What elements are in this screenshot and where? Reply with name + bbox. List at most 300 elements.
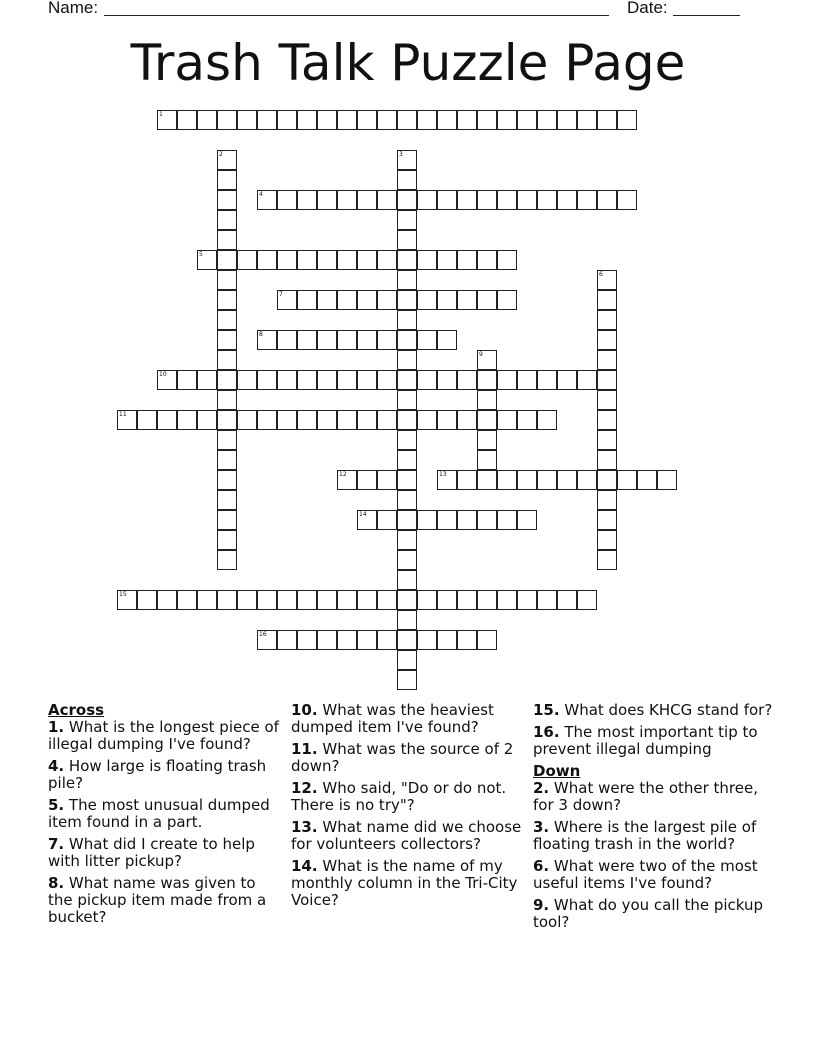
cell-number: 11 xyxy=(119,411,127,418)
cell-number: 7 xyxy=(279,291,283,298)
date-label: Date: xyxy=(627,0,668,17)
crossword-cell[interactable] xyxy=(197,370,217,390)
crossword-cell[interactable] xyxy=(217,430,237,450)
crossword-cell[interactable] xyxy=(417,110,437,130)
crossword-cell[interactable] xyxy=(397,450,417,470)
crossword-cell[interactable] xyxy=(437,370,457,390)
crossword-cell[interactable] xyxy=(217,250,237,270)
crossword-cell[interactable] xyxy=(497,250,517,270)
crossword-cell[interactable] xyxy=(537,370,557,390)
crossword-cell[interactable] xyxy=(457,630,477,650)
crossword-cell[interactable] xyxy=(417,510,437,530)
crossword-cell[interactable] xyxy=(277,110,297,130)
crossword-cell[interactable] xyxy=(577,470,597,490)
cell-number: 16 xyxy=(259,631,267,638)
crossword-cell[interactable] xyxy=(137,410,157,430)
clue-text: What name did we choose for volunteers collectors? xyxy=(291,818,522,853)
crossword-cell[interactable] xyxy=(457,370,477,390)
crossword-cell[interactable] xyxy=(257,410,277,430)
crossword-cell[interactable] xyxy=(597,390,617,410)
crossword-cell[interactable] xyxy=(577,110,597,130)
clue-text: Who said, "Do or do not. There is no try"? xyxy=(291,779,507,814)
crossword-cell[interactable] xyxy=(477,250,497,270)
crossword-cell[interactable] xyxy=(377,250,397,270)
crossword-cell[interactable] xyxy=(597,290,617,310)
crossword-cell[interactable] xyxy=(217,290,237,310)
crossword-cell[interactable] xyxy=(257,370,277,390)
crossword-cell[interactable] xyxy=(597,450,617,470)
crossword-cell[interactable] xyxy=(597,370,617,390)
crossword-cell[interactable] xyxy=(157,410,177,430)
crossword-cell[interactable] xyxy=(557,470,577,490)
crossword-cell[interactable] xyxy=(337,190,357,210)
crossword-cell[interactable] xyxy=(457,410,477,430)
crossword-cell[interactable] xyxy=(217,310,237,330)
cell-number: 4 xyxy=(259,191,263,198)
across-heading: Across xyxy=(48,701,105,719)
clue-text: What does KHCG stand for? xyxy=(564,701,773,719)
crossword-cell[interactable] xyxy=(497,470,517,490)
crossword-cell[interactable] xyxy=(277,290,297,310)
crossword-cell[interactable] xyxy=(397,430,417,450)
clue-across xyxy=(48,719,283,753)
crossword-cell[interactable] xyxy=(537,470,557,490)
crossword-cell[interactable] xyxy=(397,670,417,690)
crossword-cell[interactable] xyxy=(137,590,157,610)
cell-number: 2 xyxy=(219,151,223,158)
page-title: Trash Talk Puzzle Page xyxy=(130,34,686,92)
crossword-cell[interactable] xyxy=(517,110,537,130)
clue-text: What name was given to the pickup item made from a bucket? xyxy=(48,874,267,926)
crossword-cell[interactable] xyxy=(357,410,377,430)
cell-number: 6 xyxy=(599,271,603,278)
clues-column-3 xyxy=(533,702,773,936)
crossword-cell[interactable] xyxy=(457,590,477,610)
crossword-cell[interactable] xyxy=(417,590,437,610)
crossword-cell[interactable] xyxy=(437,290,457,310)
crossword-cell[interactable] xyxy=(177,370,197,390)
clue-across xyxy=(291,741,526,775)
crossword-cell[interactable] xyxy=(297,250,317,270)
crossword-cell[interactable] xyxy=(537,590,557,610)
crossword-cell[interactable] xyxy=(457,190,477,210)
crossword-cell[interactable] xyxy=(477,630,497,650)
crossword-cell[interactable] xyxy=(157,590,177,610)
crossword-cell[interactable] xyxy=(437,330,457,350)
crossword-cell[interactable] xyxy=(397,310,417,330)
crossword-cell[interactable] xyxy=(257,590,277,610)
crossword-cell[interactable] xyxy=(397,230,417,250)
crossword-cell[interactable] xyxy=(357,510,377,530)
crossword-cell[interactable] xyxy=(477,510,497,530)
crossword-cell[interactable] xyxy=(217,350,237,370)
crossword-cell[interactable] xyxy=(397,210,417,230)
crossword-cell[interactable] xyxy=(177,110,197,130)
crossword-cell[interactable] xyxy=(597,430,617,450)
crossword-cell[interactable] xyxy=(477,590,497,610)
crossword-cell[interactable] xyxy=(217,210,237,230)
clue-number: 14. xyxy=(291,857,318,875)
crossword-cell[interactable] xyxy=(557,110,577,130)
crossword-cell[interactable] xyxy=(417,290,437,310)
clue-across xyxy=(533,724,773,758)
clue-number: 13. xyxy=(291,818,318,836)
crossword-cell[interactable] xyxy=(657,470,677,490)
crossword-cell[interactable] xyxy=(217,170,237,190)
crossword-cell[interactable] xyxy=(397,570,417,590)
crossword-cell[interactable] xyxy=(417,250,437,270)
crossword-cell[interactable] xyxy=(597,490,617,510)
crossword-cell[interactable] xyxy=(397,630,417,650)
crossword-cell[interactable] xyxy=(457,250,477,270)
clue-number: 9. xyxy=(533,896,550,914)
crossword-cell[interactable] xyxy=(597,470,617,490)
crossword-cell[interactable] xyxy=(257,630,277,650)
crossword-cell[interactable] xyxy=(297,630,317,650)
crossword-cell[interactable] xyxy=(397,250,417,270)
crossword-cell[interactable] xyxy=(417,630,437,650)
crossword-cell[interactable] xyxy=(397,190,417,210)
crossword-cell[interactable] xyxy=(397,590,417,610)
crossword-cell[interactable] xyxy=(517,410,537,430)
crossword-cell[interactable] xyxy=(617,190,637,210)
crossword-cell[interactable] xyxy=(377,470,397,490)
crossword-cell[interactable] xyxy=(597,550,617,570)
crossword-cell[interactable] xyxy=(497,370,517,390)
crossword-cell[interactable] xyxy=(477,390,497,410)
crossword-cell[interactable] xyxy=(277,330,297,350)
crossword-cell[interactable] xyxy=(417,330,437,350)
crossword-cell[interactable] xyxy=(477,350,497,370)
crossword-cell[interactable] xyxy=(237,250,257,270)
clue-across xyxy=(48,836,283,870)
clue-number: 10. xyxy=(291,701,318,719)
crossword-cell[interactable] xyxy=(337,290,357,310)
crossword-cell[interactable] xyxy=(377,290,397,310)
crossword-cell[interactable] xyxy=(317,190,337,210)
crossword-cell[interactable] xyxy=(217,110,237,130)
crossword-cell[interactable] xyxy=(397,490,417,510)
crossword-cell[interactable] xyxy=(497,290,517,310)
crossword-cell[interactable] xyxy=(277,410,297,430)
crossword-cell[interactable] xyxy=(597,510,617,530)
crossword-cell[interactable] xyxy=(317,250,337,270)
crossword-cell[interactable] xyxy=(317,290,337,310)
crossword-cell[interactable] xyxy=(377,410,397,430)
crossword-cell[interactable] xyxy=(317,330,337,350)
name-label: Name: xyxy=(48,0,99,17)
cell-number: 3 xyxy=(399,151,403,158)
crossword-cell[interactable] xyxy=(317,630,337,650)
crossword-cell[interactable] xyxy=(297,190,317,210)
crossword-cell[interactable] xyxy=(237,590,257,610)
crossword-cell[interactable] xyxy=(477,470,497,490)
crossword-cell[interactable] xyxy=(257,330,277,350)
crossword-cell[interactable] xyxy=(357,370,377,390)
crossword-cell[interactable] xyxy=(457,110,477,130)
crossword-cell[interactable] xyxy=(577,590,597,610)
crossword-cell[interactable] xyxy=(337,330,357,350)
crossword-cell[interactable] xyxy=(497,410,517,430)
crossword-cell[interactable] xyxy=(397,110,417,130)
crossword-cell[interactable] xyxy=(177,410,197,430)
crossword-cell[interactable] xyxy=(397,330,417,350)
crossword-cell[interactable] xyxy=(397,270,417,290)
crossword-cell[interactable] xyxy=(517,510,537,530)
crossword-cell[interactable] xyxy=(337,250,357,270)
crossword-cell[interactable] xyxy=(197,250,217,270)
crossword-cell[interactable] xyxy=(397,530,417,550)
crossword-cell[interactable] xyxy=(497,190,517,210)
crossword-cell[interactable] xyxy=(597,190,617,210)
crossword-cell[interactable] xyxy=(477,290,497,310)
crossword-cell[interactable] xyxy=(377,190,397,210)
crossword-cell[interactable] xyxy=(557,590,577,610)
crossword-cell[interactable] xyxy=(297,410,317,430)
crossword-cell[interactable] xyxy=(337,370,357,390)
cell-number: 12 xyxy=(339,471,347,478)
clue-across xyxy=(291,819,526,853)
crossword-cell[interactable] xyxy=(637,470,657,490)
crossword-cell[interactable] xyxy=(437,510,457,530)
crossword-cell[interactable] xyxy=(457,290,477,310)
crossword-cell[interactable] xyxy=(357,470,377,490)
crossword-cell[interactable] xyxy=(217,390,237,410)
clue-across xyxy=(48,797,283,831)
crossword-cell[interactable] xyxy=(437,590,457,610)
crossword-cell[interactable] xyxy=(217,550,237,570)
crossword-cell[interactable] xyxy=(417,410,437,430)
crossword-cell[interactable] xyxy=(517,370,537,390)
crossword-cell[interactable] xyxy=(217,190,237,210)
crossword-cell[interactable] xyxy=(237,110,257,130)
crossword-cell[interactable] xyxy=(477,110,497,130)
crossword-cell[interactable] xyxy=(597,310,617,330)
clue-number: 1. xyxy=(48,718,65,736)
crossword-cell[interactable] xyxy=(397,550,417,570)
crossword-cell[interactable] xyxy=(157,110,177,130)
crossword-cell[interactable] xyxy=(477,190,497,210)
crossword-cell[interactable] xyxy=(337,110,357,130)
clue-down xyxy=(533,819,773,853)
crossword-cell[interactable] xyxy=(297,370,317,390)
crossword-cell[interactable] xyxy=(217,370,237,390)
crossword-cell[interactable] xyxy=(217,150,237,170)
crossword-cell[interactable] xyxy=(397,650,417,670)
crossword-cell[interactable] xyxy=(357,250,377,270)
crossword-cell[interactable] xyxy=(577,370,597,390)
clue-number: 4. xyxy=(48,757,65,775)
down-heading: Down xyxy=(533,762,581,780)
crossword-cell[interactable] xyxy=(117,590,137,610)
crossword-cell[interactable] xyxy=(317,110,337,130)
crossword-cell[interactable] xyxy=(337,590,357,610)
crossword-cell[interactable] xyxy=(217,450,237,470)
crossword-cell[interactable] xyxy=(217,410,237,430)
crossword-cell[interactable] xyxy=(197,110,217,130)
crossword-cell[interactable] xyxy=(477,450,497,470)
crossword-cell[interactable] xyxy=(497,110,517,130)
crossword-cell[interactable] xyxy=(497,510,517,530)
crossword-cell[interactable] xyxy=(457,470,477,490)
crossword-cell[interactable] xyxy=(397,470,417,490)
crossword-cell[interactable] xyxy=(377,330,397,350)
crossword-cell[interactable] xyxy=(457,510,477,530)
crossword-cell[interactable] xyxy=(377,370,397,390)
crossword-cell[interactable] xyxy=(477,410,497,430)
crossword-cell[interactable] xyxy=(397,510,417,530)
crossword-cell[interactable] xyxy=(597,350,617,370)
crossword-cell[interactable] xyxy=(597,330,617,350)
crossword-cell[interactable] xyxy=(277,370,297,390)
clue-text: The most important tip to prevent illegal dumping xyxy=(533,723,758,758)
crossword-cell[interactable] xyxy=(177,590,197,610)
crossword-cell[interactable] xyxy=(537,410,557,430)
clue-number: 5. xyxy=(48,796,65,814)
crossword-cell[interactable] xyxy=(277,250,297,270)
clue-text: What is the longest piece of illegal dumping I've found? xyxy=(48,718,279,753)
clue-number: 12. xyxy=(291,779,318,797)
crossword-cell[interactable] xyxy=(397,350,417,370)
crossword-cell[interactable] xyxy=(397,290,417,310)
crossword-cell[interactable] xyxy=(477,430,497,450)
crossword-cell[interactable] xyxy=(397,610,417,630)
crossword-cell[interactable] xyxy=(117,410,137,430)
crossword-cell[interactable] xyxy=(217,490,237,510)
crossword-cell[interactable] xyxy=(217,230,237,250)
crossword-cell[interactable] xyxy=(217,330,237,350)
crossword-cell[interactable] xyxy=(357,110,377,130)
crossword-cell[interactable] xyxy=(337,410,357,430)
cell-number: 8 xyxy=(259,331,263,338)
crossword-cell[interactable] xyxy=(237,370,257,390)
crossword-cell[interactable] xyxy=(197,590,217,610)
crossword-cell[interactable] xyxy=(217,270,237,290)
crossword-cell[interactable] xyxy=(297,330,317,350)
clue-across xyxy=(291,780,526,814)
crossword-cell[interactable] xyxy=(217,470,237,490)
crossword-cell[interactable] xyxy=(497,590,517,610)
crossword-cell[interactable] xyxy=(477,370,497,390)
crossword-cell[interactable] xyxy=(297,290,317,310)
crossword-cell[interactable] xyxy=(517,190,537,210)
clue-across xyxy=(291,858,526,909)
crossword-cell[interactable] xyxy=(397,370,417,390)
crossword-cell[interactable] xyxy=(417,190,437,210)
crossword-cell[interactable] xyxy=(557,190,577,210)
clue-down xyxy=(533,897,773,931)
cell-number: 14 xyxy=(359,511,367,518)
clue-text: What is the name of my monthly column in the Tri-City Voice? xyxy=(291,857,518,909)
crossword-cell[interactable] xyxy=(297,110,317,130)
crossword-cell[interactable] xyxy=(197,410,217,430)
clue-text: What do you call the pickup tool? xyxy=(533,896,764,931)
crossword-cell[interactable] xyxy=(377,510,397,530)
crossword-cell[interactable] xyxy=(417,370,437,390)
crossword-cell[interactable] xyxy=(437,410,457,430)
crossword-cell[interactable] xyxy=(357,290,377,310)
crossword-cell[interactable] xyxy=(297,590,317,610)
crossword-cell[interactable] xyxy=(217,590,237,610)
clue-number: 2. xyxy=(533,779,550,797)
crossword-cell[interactable] xyxy=(537,110,557,130)
crossword-cell[interactable] xyxy=(597,410,617,430)
crossword-cell[interactable] xyxy=(217,530,237,550)
crossword-cell[interactable] xyxy=(517,590,537,610)
crossword-cell[interactable] xyxy=(437,190,457,210)
crossword-cell[interactable] xyxy=(437,250,457,270)
clue-number: 15. xyxy=(533,701,560,719)
crossword-cell[interactable] xyxy=(617,110,637,130)
crossword-cell[interactable] xyxy=(377,630,397,650)
clue-text: What was the source of 2 down? xyxy=(291,740,514,775)
crossword-cell[interactable] xyxy=(537,190,557,210)
crossword-cell[interactable] xyxy=(257,110,277,130)
crossword-cell[interactable] xyxy=(237,410,257,430)
crossword-cell[interactable] xyxy=(357,190,377,210)
cell-number: 10 xyxy=(159,371,167,378)
crossword-cell[interactable] xyxy=(597,530,617,550)
crossword-cell[interactable] xyxy=(397,390,417,410)
cell-number: 9 xyxy=(479,351,483,358)
crossword-cell[interactable] xyxy=(597,270,617,290)
crossword-cell[interactable] xyxy=(577,190,597,210)
clue-across xyxy=(48,758,283,792)
crossword-cell[interactable] xyxy=(357,630,377,650)
clue-number: 16. xyxy=(533,723,560,741)
crossword-cell[interactable] xyxy=(277,590,297,610)
crossword-cell[interactable] xyxy=(357,330,377,350)
crossword-cell[interactable] xyxy=(337,630,357,650)
crossword-cell[interactable] xyxy=(317,370,337,390)
crossword-cell[interactable] xyxy=(557,370,577,390)
clue-number: 7. xyxy=(48,835,65,853)
crossword-cell[interactable] xyxy=(517,470,537,490)
crossword-cell[interactable] xyxy=(397,410,417,430)
clue-number: 6. xyxy=(533,857,550,875)
crossword-cell[interactable] xyxy=(437,470,457,490)
cell-number: 1 xyxy=(159,111,163,118)
crossword-cell[interactable] xyxy=(257,190,277,210)
clue-across xyxy=(291,702,526,736)
crossword-cell[interactable] xyxy=(437,110,457,130)
clue-number: 3. xyxy=(533,818,550,836)
crossword-cell[interactable] xyxy=(317,590,337,610)
crossword-cell[interactable] xyxy=(377,110,397,130)
crossword-cell[interactable] xyxy=(217,510,237,530)
clue-text: Where is the largest pile of floating trash in the world? xyxy=(533,818,757,853)
clue-across xyxy=(48,875,283,926)
crossword-cell[interactable] xyxy=(437,630,457,650)
crossword-cell[interactable] xyxy=(397,170,417,190)
crossword-cell[interactable] xyxy=(597,110,617,130)
crossword-cell[interactable] xyxy=(277,190,297,210)
clue-number: 11. xyxy=(291,740,318,758)
crossword-cell[interactable] xyxy=(157,370,177,390)
crossword-cell[interactable] xyxy=(397,150,417,170)
crossword-cell[interactable] xyxy=(617,470,637,490)
crossword-cell[interactable] xyxy=(377,590,397,610)
crossword-cell[interactable] xyxy=(257,250,277,270)
cell-number: 5 xyxy=(199,251,203,258)
clue-text: How large is floating trash pile? xyxy=(48,757,267,792)
clue-text: What were the other three, for 3 down? xyxy=(533,779,758,814)
crossword-cell[interactable] xyxy=(357,590,377,610)
crossword-cell[interactable] xyxy=(277,630,297,650)
cell-number: 13 xyxy=(439,471,447,478)
crossword-cell[interactable] xyxy=(317,410,337,430)
crossword-cell[interactable] xyxy=(337,470,357,490)
